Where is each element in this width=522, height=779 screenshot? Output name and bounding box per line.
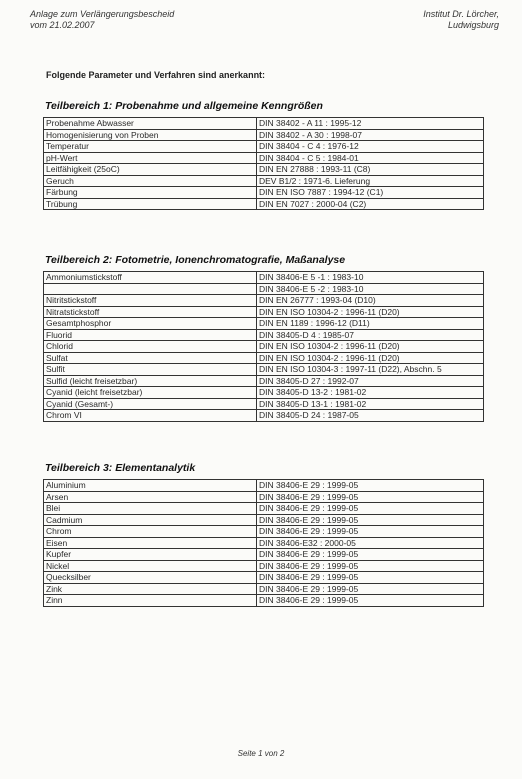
method-cell: DIN 38406-E 29 : 1999-05 xyxy=(257,480,484,492)
table-row xyxy=(44,306,484,318)
parameter-cell: Quecksilber xyxy=(44,572,257,584)
table-row xyxy=(44,118,484,130)
page-footer: Seite 1 von 2 xyxy=(237,749,285,758)
parameter-cell: Cyanid (leicht freisetzbar) xyxy=(44,387,257,399)
method-cell: DIN 38406-E 5 -2 : 1983-10 xyxy=(257,283,484,295)
parameter-cell: Sulfid (leicht freisetzbar) xyxy=(44,375,257,387)
method-cell: DIN 38406-E 29 : 1999-05 xyxy=(257,491,484,503)
header-left xyxy=(30,9,174,31)
table-row xyxy=(44,387,484,399)
method-cell: DIN 38406-E32 : 2000-05 xyxy=(257,537,484,549)
method-cell: DIN EN ISO 10304-2 : 1996-11 (D20) xyxy=(257,341,484,353)
parameter-cell: Sulfat xyxy=(44,352,257,364)
parameter-cell: Nickel xyxy=(44,560,257,572)
section-2-table xyxy=(43,271,484,422)
parameter-cell: Leitfähigkeit (25oC) xyxy=(44,164,257,176)
table-row xyxy=(44,375,484,387)
method-cell: DIN 38405-D 13-1 : 1981-02 xyxy=(257,398,484,410)
parameter-cell: Probenahme Abwasser xyxy=(44,118,257,130)
method-cell: DIN EN ISO 10304-2 : 1996-11 (D20) xyxy=(257,306,484,318)
table-row xyxy=(44,398,484,410)
parameter-cell: Nitritstickstoff xyxy=(44,295,257,307)
parameter-cell: Färbung xyxy=(44,187,257,199)
method-cell: DIN 38406-E 29 : 1999-05 xyxy=(257,583,484,595)
table-row xyxy=(44,198,484,210)
parameter-cell: Trübung xyxy=(44,198,257,210)
method-cell: DIN 38404 - C 4 : 1976-12 xyxy=(257,141,484,153)
table-row xyxy=(44,503,484,515)
table-row xyxy=(44,595,484,607)
method-cell: DIN 38405-D 24 : 1987-05 xyxy=(257,410,484,422)
method-cell: DIN EN ISO 10304-3 : 1997-11 (D22), Abschn. 5 xyxy=(257,364,484,376)
method-cell: DIN EN ISO 7887 : 1994-12 (C1) xyxy=(257,187,484,199)
table-row xyxy=(44,175,484,187)
method-cell: DIN 38405-D 13-2 : 1981-02 xyxy=(257,387,484,399)
header-right xyxy=(423,9,499,31)
table-row xyxy=(44,318,484,330)
parameter-cell: Geruch xyxy=(44,175,257,187)
parameter-cell: Fluorid xyxy=(44,329,257,341)
header-left-line1: Anlage zum Verlängerungsbescheid xyxy=(30,9,175,19)
section-2-title: Teilbereich 2: Fotometrie, Ionenchromatografie, Maßanalyse xyxy=(45,254,346,266)
method-cell: DIN 38406-E 5 -1 : 1983-10 xyxy=(257,272,484,284)
header-right-line2: Ludwigsburg xyxy=(447,20,499,30)
section-1-table xyxy=(43,117,484,210)
parameter-cell: Gesamtphosphor xyxy=(44,318,257,330)
table-row xyxy=(44,526,484,538)
header-right-line1: Institut Dr. Lörcher, xyxy=(423,9,499,19)
parameter-cell: Homogenisierung von Proben xyxy=(44,129,257,141)
parameter-cell: Eisen xyxy=(44,537,257,549)
parameter-cell: Cyanid (Gesamt-) xyxy=(44,398,257,410)
table-row xyxy=(44,480,484,492)
method-cell: DIN EN 26777 : 1993-04 (D10) xyxy=(257,295,484,307)
table-row xyxy=(44,283,484,295)
parameter-cell: Arsen xyxy=(44,491,257,503)
parameter-cell: Cadmium xyxy=(44,514,257,526)
table-row xyxy=(44,572,484,584)
table-row xyxy=(44,141,484,153)
header-left-line2: vom 21.02.2007 xyxy=(30,20,95,30)
method-cell: DIN 38406-E 29 : 1999-05 xyxy=(257,595,484,607)
method-cell: DIN EN 27888 : 1993-11 (C8) xyxy=(257,164,484,176)
method-cell: DIN 38402 - A 11 : 1995-12 xyxy=(257,118,484,130)
method-cell: DIN 38404 - C 5 : 1984-01 xyxy=(257,152,484,164)
parameter-cell: Temperatur xyxy=(44,141,257,153)
table-row xyxy=(44,352,484,364)
intro-text: Folgende Parameter und Verfahren sind anerkannt: xyxy=(46,70,266,80)
parameter-cell: Zink xyxy=(44,583,257,595)
parameter-cell: Ammoniumstickstoff xyxy=(44,272,257,284)
table-row xyxy=(44,364,484,376)
method-cell: DIN 38406-E 29 : 1999-05 xyxy=(257,560,484,572)
table-row xyxy=(44,329,484,341)
parameter-cell: pH-Wert xyxy=(44,152,257,164)
method-cell: DIN 38406-E 29 : 1999-05 xyxy=(257,549,484,561)
table-row xyxy=(44,549,484,561)
table-row xyxy=(44,164,484,176)
method-cell: DEV B1/2 : 1971-6. Lieferung xyxy=(257,175,484,187)
method-cell: DIN EN 7027 : 2000-04 (C2) xyxy=(257,198,484,210)
table-row xyxy=(44,537,484,549)
method-cell: DIN 38406-E 29 : 1999-05 xyxy=(257,572,484,584)
table-row xyxy=(44,272,484,284)
parameter-cell: Zinn xyxy=(44,595,257,607)
table-row xyxy=(44,560,484,572)
table-row xyxy=(44,129,484,141)
method-cell: DIN 38405-D 4 : 1985-07 xyxy=(257,329,484,341)
table-row xyxy=(44,583,484,595)
table-row xyxy=(44,491,484,503)
parameter-cell: Aluminium xyxy=(44,480,257,492)
parameter-cell xyxy=(44,283,257,295)
method-cell: DIN 38406-E 29 : 1999-05 xyxy=(257,514,484,526)
method-cell: DIN 38402 - A 30 : 1998-07 xyxy=(257,129,484,141)
method-cell: DIN 38406-E 29 : 1999-05 xyxy=(257,503,484,515)
section-3-table xyxy=(43,479,484,607)
parameter-cell: Sulfit xyxy=(44,364,257,376)
table-row xyxy=(44,410,484,422)
table-row xyxy=(44,341,484,353)
method-cell: DIN 38405-D 27 : 1992-07 xyxy=(257,375,484,387)
parameter-cell: Chlorid xyxy=(44,341,257,353)
section-1-title: Teilbereich 1: Probenahme und allgemeine Kenngrößen xyxy=(45,100,323,112)
parameter-cell: Chrom VI xyxy=(44,410,257,422)
table-row xyxy=(44,295,484,307)
parameter-cell: Blei xyxy=(44,503,257,515)
parameter-cell: Nitratstickstoff xyxy=(44,306,257,318)
section-3-title: Teilbereich 3: Elementanalytik xyxy=(45,462,196,474)
table-row xyxy=(44,514,484,526)
parameter-cell: Chrom xyxy=(44,526,257,538)
parameter-cell: Kupfer xyxy=(44,549,257,561)
method-cell: DIN EN ISO 10304-2 : 1996-11 (D20) xyxy=(257,352,484,364)
method-cell: DIN EN 1189 : 1996-12 (D11) xyxy=(257,318,484,330)
table-row xyxy=(44,152,484,164)
table-row xyxy=(44,187,484,199)
method-cell: DIN 38406-E 29 : 1999-05 xyxy=(257,526,484,538)
